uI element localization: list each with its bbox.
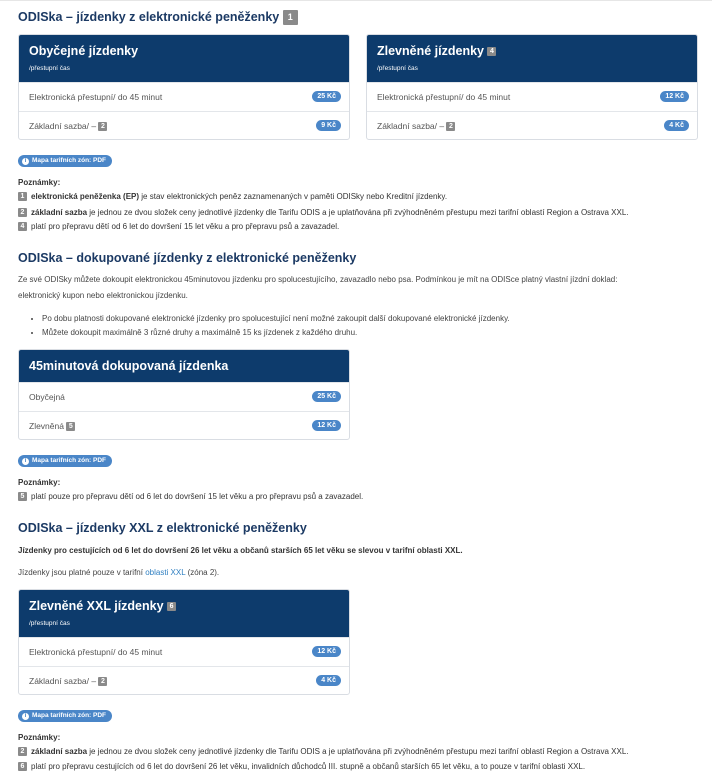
info-icon: i bbox=[22, 158, 29, 165]
note-item: 1 elektronická peněženka (EP) je stav elektronických peněz zaznamenaných v paměti ODISky nebo Kreditní jízdenky. bbox=[18, 192, 447, 201]
price-badge: 4 Kč bbox=[316, 675, 341, 686]
info-icon: i bbox=[22, 458, 29, 465]
price-badge: 12 Kč bbox=[660, 91, 689, 102]
footnote-badge[interactable]: 2 bbox=[446, 122, 455, 131]
price-row bbox=[19, 666, 349, 695]
notes-title: Poznámky: bbox=[18, 478, 61, 487]
bullet-item: • Můžete dokoupit maximálně 3 různé druhy a maximálně 15 ks jízdenek z každého druhu. bbox=[42, 326, 510, 340]
footnote-badge: 2 bbox=[18, 747, 27, 756]
note-item: 5 platí pouze pro přepravu dětí od 6 let do dovršení 15 let věku a pro přepravu psů a zavazadel. bbox=[18, 492, 363, 501]
notes-title: Poznámky: bbox=[18, 178, 61, 187]
card-discounted-tickets bbox=[366, 34, 698, 140]
price-badge: 9 Kč bbox=[316, 120, 341, 131]
price-row bbox=[19, 637, 349, 666]
section1-title: ODISka – jízdenky z elektronické peněženky 1 bbox=[18, 10, 298, 25]
row-label: Základní sazba/ – bbox=[29, 121, 97, 131]
price-badge: 25 Kč bbox=[312, 391, 341, 402]
row-label: Elektronická přestupní/ do 45 minut bbox=[377, 92, 511, 102]
price-row bbox=[367, 82, 697, 111]
card-subtitle: /přestupní čas bbox=[29, 620, 70, 627]
section2-paragraph: Ze své ODISky můžete dokoupit elektronickou 45minutovou jízdenku pro spolucestujícího, zavazadlo nebo psa. Podmínkou je mít na ODISce platný vlastní jízdní doklad: elektronický kupon nebo elektronickou jízdenku. bbox=[18, 275, 618, 300]
note-item: 2 základní sazba je jednou ze dvou složek ceny jednotlivé jízdenky dle Tarifu ODIS a je uplatňována při zvýhodněném přestupu mezi tarifní oblastí Region a Ostrava XXL. bbox=[18, 747, 629, 756]
note-item: 4 platí pro přepravu dětí od 6 let do dovršení 15 let věku a pro přepravu psů a zavazadel. bbox=[18, 222, 339, 231]
section3-title: ODISka – jízdenky XXL z elektronické peněženky bbox=[18, 521, 307, 535]
row-label: Obyčejná bbox=[29, 392, 65, 402]
bullet-item: • Po dobu platnosti dokupované elektronické jízdenky pro spolucestující není možné zakoupit další dokupované elektronické jízdenky. bbox=[42, 312, 510, 326]
card-subtitle: /přestupní čas bbox=[29, 65, 70, 72]
xxl-area-link[interactable]: oblasti XXL bbox=[145, 568, 186, 577]
row-label: Základní sazba/ – bbox=[29, 676, 97, 686]
card-discounted-xxl-tickets bbox=[18, 589, 350, 695]
card-subtitle: /přestupní čas bbox=[377, 65, 418, 72]
footnote-badge: 6 bbox=[18, 762, 27, 771]
map-pdf-link[interactable]: i Mapa tarifních zón: PDF bbox=[18, 155, 112, 167]
section3-paragraph: Jízdenky jsou platné pouze v tarifní oblasti XXL (zóna 2). bbox=[18, 568, 220, 577]
footnote-badge[interactable]: 5 bbox=[66, 422, 75, 431]
footnote-badge: 2 bbox=[18, 208, 27, 217]
price-badge: 12 Kč bbox=[312, 646, 341, 657]
footnote-badge: 5 bbox=[18, 492, 27, 501]
price-row bbox=[367, 111, 697, 140]
row-label: Základní sazba/ – bbox=[377, 121, 445, 131]
footnote-badge[interactable]: 6 bbox=[167, 602, 176, 611]
row-label: Elektronická přestupní/ do 45 minut bbox=[29, 647, 163, 657]
card-header bbox=[19, 590, 349, 637]
card-header bbox=[19, 35, 349, 82]
map-pdf-link[interactable]: i Mapa tarifních zón: PDF bbox=[18, 710, 112, 722]
section3-paragraph-bold: Jízdenky pro cestujících od 6 let do dovršení 26 let věku a občanů starších 65 let věku se slevou v tarifní oblasti XXL. bbox=[18, 546, 463, 555]
card-title: Zlevněné XXL jízdenky 6 bbox=[29, 590, 339, 613]
footnote-badge: 4 bbox=[18, 222, 27, 231]
card-header bbox=[19, 350, 349, 382]
row-label: Zlevněná bbox=[29, 421, 64, 431]
card-title: Obyčejné jízdenky bbox=[29, 44, 139, 58]
price-row bbox=[19, 411, 349, 440]
note-item: 2 základní sazba je jednou ze dvou složek ceny jednotlivé jízdenky dle Tarifu ODIS a je uplatňována při zvýhodněném přestupu mezi tarifní oblastí Region a Ostrava XXL. bbox=[18, 208, 629, 217]
price-badge: 25 Kč bbox=[312, 91, 341, 102]
info-icon: i bbox=[22, 713, 29, 720]
footnote-badge[interactable]: 4 bbox=[487, 47, 496, 56]
card-title: Zlevněné jízdenky 4 bbox=[377, 35, 687, 58]
card-header bbox=[367, 35, 697, 82]
price-badge: 4 Kč bbox=[664, 120, 689, 131]
note-item: 6 platí pro přepravu cestujících od 6 let do dovršení 26 let věku, invalidních důchodců III. stupně a občanů starších 65 let věku, a to pouze v tarifní oblasti XXL. bbox=[18, 762, 585, 771]
price-row bbox=[19, 111, 349, 140]
footnote-badge[interactable]: 2 bbox=[98, 677, 107, 686]
section2-bullets bbox=[32, 312, 510, 340]
row-label: Elektronická přestupní/ do 45 minut bbox=[29, 92, 163, 102]
footnote-badge: 1 bbox=[18, 192, 27, 201]
card-title: 45minutová dokupovaná jízdenka bbox=[29, 359, 229, 373]
price-row bbox=[19, 382, 349, 411]
map-pdf-link[interactable]: i Mapa tarifních zón: PDF bbox=[18, 455, 112, 467]
card-45min-additional-ticket bbox=[18, 349, 350, 440]
card-ordinary-tickets bbox=[18, 34, 350, 140]
footnote-badge[interactable]: 1 bbox=[283, 10, 298, 25]
price-badge: 12 Kč bbox=[312, 420, 341, 431]
notes-title: Poznámky: bbox=[18, 733, 61, 742]
section2-title: ODISka – dokupované jízdenky z elektronické peněženky bbox=[18, 251, 357, 265]
footnote-badge[interactable]: 2 bbox=[98, 122, 107, 131]
price-row bbox=[19, 82, 349, 111]
